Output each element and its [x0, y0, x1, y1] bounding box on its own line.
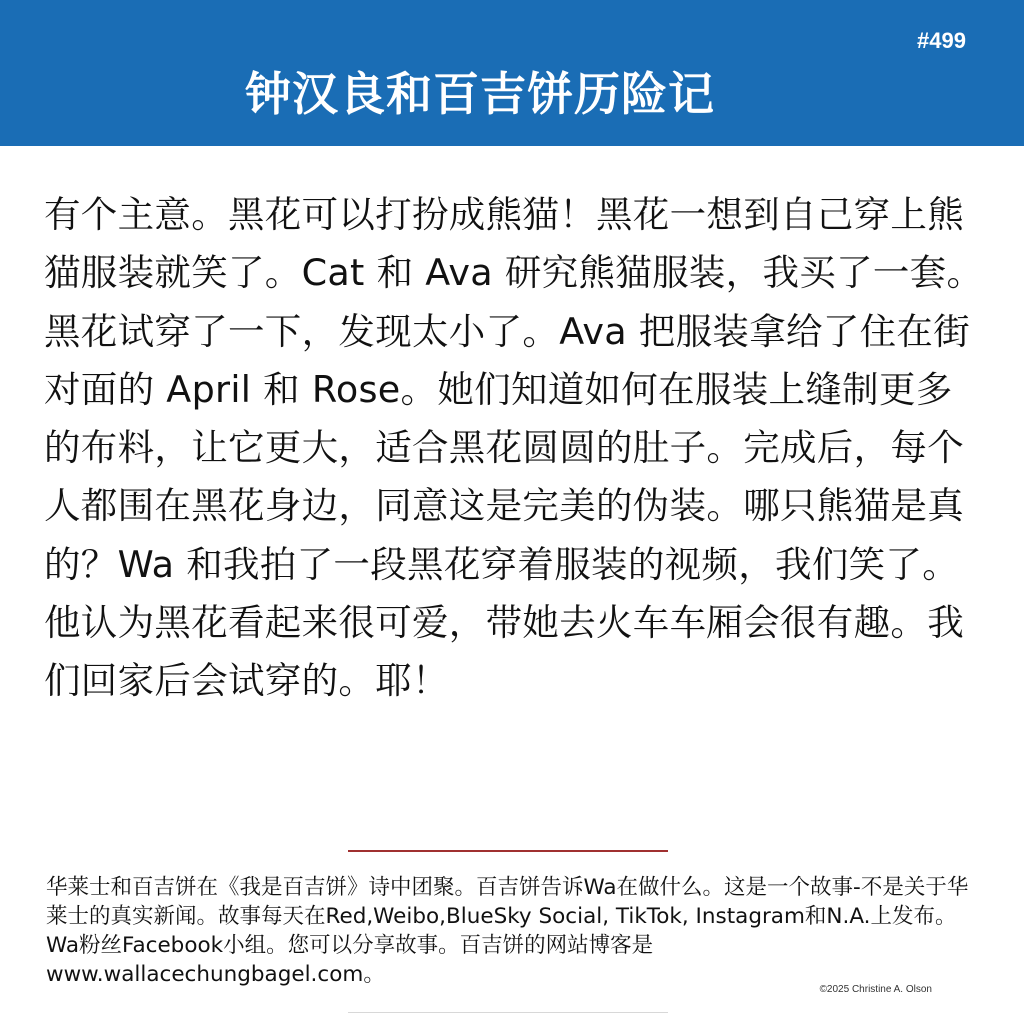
story-body: 有个主意。黑花可以打扮成熊猫！黑花一想到自己穿上熊猫服装就笑了。Cat 和 Ava 研究熊猫服装，我买了一套。黑花试穿了一下，发现太小了。Ava 把服装拿给了住在街对面的 April 和 Rose。她们知道如何在服装上缝制更多的布料，让它更大，适合黑花圆圆的肚子。完成后，每个人都围在黑花身边，同意这是完美的伪装。哪只熊猫是真的？Wa 和我拍了一段黑花穿着服装的视频，我们笑了。他认为黑花看起来很可爱，带她去火车车厢会很有趣。我们回家后会试穿的。耶！ — [44, 193, 984, 703]
bottom-divider — [348, 1012, 668, 1013]
footer-note: 华莱士和百吉饼在《我是百吉饼》诗中团聚。百吉饼告诉Wa在做什么。这是一个故事-不是关于华莱士的真实新闻。故事每天在Red,Weibo,BlueSky Social, TikTok, Instagram和N.A.上发布。Wa粉丝Facebook小组。您可以分享故事。百吉饼的网站博客是www.wallacechungbagel.com。 — [46, 875, 969, 987]
header-banner — [0, 0, 1024, 146]
copyright-notice: ©2025 Christine A. Olson — [819, 984, 932, 995]
episode-number: #499 — [917, 28, 966, 53]
footer-divider — [348, 850, 668, 852]
page-title: 钟汉良和百吉饼历险记 — [245, 67, 715, 121]
